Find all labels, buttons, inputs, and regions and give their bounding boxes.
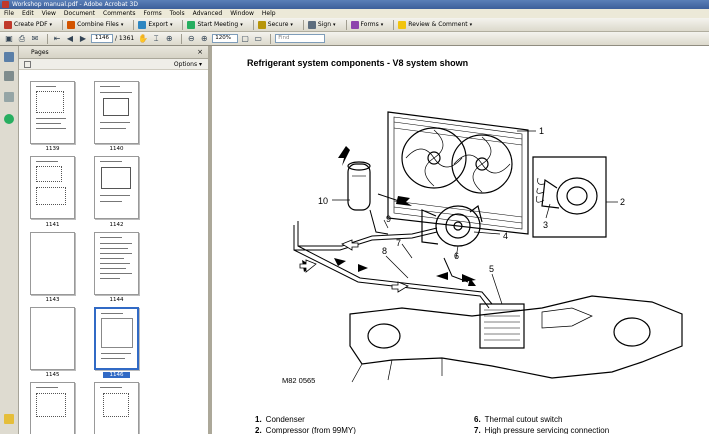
condenser-drawing xyxy=(388,112,528,234)
callout-numbers xyxy=(318,126,625,274)
thumb-line xyxy=(36,118,66,119)
comments-icon[interactable] xyxy=(4,414,14,424)
menu-view[interactable]: View xyxy=(41,10,56,17)
thumb-line xyxy=(100,128,126,129)
document-title: Refrigerant system components - V8 system shown xyxy=(247,58,469,68)
thumb-figure xyxy=(36,187,66,205)
callout-10: 10 xyxy=(318,196,329,206)
toolbar-divider xyxy=(346,20,347,30)
navigation-pane-strip xyxy=(0,46,19,434)
page-thumbnail[interactable] xyxy=(30,382,75,434)
thumb-figure xyxy=(101,318,133,348)
pages-panel-icon[interactable] xyxy=(4,52,14,62)
combine-files-icon xyxy=(67,21,75,29)
help-icon[interactable] xyxy=(4,114,14,124)
thumb-line xyxy=(101,358,125,359)
page-total: / 1361 xyxy=(115,35,135,42)
page-thumbnail[interactable] xyxy=(30,307,75,370)
menu-window[interactable]: Window xyxy=(230,10,254,17)
pages-panel xyxy=(19,46,208,434)
legend-text: Condenser xyxy=(265,415,305,424)
export-icon xyxy=(138,21,146,29)
thumb-figure xyxy=(103,98,129,116)
secure-label: Secure xyxy=(267,21,289,28)
menu-help[interactable]: Help xyxy=(261,10,276,17)
menu-document[interactable]: Document xyxy=(63,10,96,17)
sign-label: Sign xyxy=(317,21,332,28)
page-thumbnail-selected[interactable] xyxy=(94,307,139,370)
thumbnail-label: 1145 xyxy=(45,372,60,378)
thumb-line xyxy=(100,253,132,254)
pen-icon xyxy=(308,21,316,29)
email-icon[interactable]: ✉ xyxy=(31,34,39,43)
toolbar-divider xyxy=(303,20,304,30)
create-pdf-icon xyxy=(4,21,12,29)
menu-tools[interactable]: Tools xyxy=(169,10,185,17)
legend-item xyxy=(255,415,305,424)
menu-bar xyxy=(0,9,709,18)
page-thumbnail[interactable] xyxy=(94,81,139,144)
page-thumbnail[interactable] xyxy=(30,156,75,219)
thumbnail-label: 1143 xyxy=(45,297,60,303)
thumbnail-label: 1142 xyxy=(109,222,124,228)
callout-1: 1 xyxy=(539,126,545,136)
thumb-line xyxy=(100,86,120,87)
hand-tool-icon[interactable]: ✋ xyxy=(138,34,149,43)
legend-text: Compressor (from 99MY) xyxy=(265,426,356,434)
page-number-input[interactable]: 1146 xyxy=(91,34,113,43)
page-thumbnails xyxy=(19,70,208,434)
chevron-down-icon: ▾ xyxy=(333,21,336,28)
thumb-line xyxy=(36,161,58,162)
thumb-line xyxy=(101,313,123,314)
page-options-icon[interactable] xyxy=(24,61,31,68)
document-view xyxy=(212,46,709,434)
menu-edit[interactable]: Edit xyxy=(22,10,34,17)
thumb-line xyxy=(100,273,132,274)
page-thumbnail[interactable] xyxy=(30,81,75,144)
window-title: Workshop manual.pdf - Adobe Acrobat 3D xyxy=(12,1,138,8)
forms-button[interactable] xyxy=(351,19,384,31)
create-pdf-label: Create PDF xyxy=(14,21,48,28)
thumb-figure xyxy=(36,166,62,182)
thumb-line xyxy=(36,123,61,124)
thumbnail-label: 1141 xyxy=(45,222,60,228)
lock-icon xyxy=(258,21,266,29)
zoom-level-select[interactable]: 120% xyxy=(212,34,238,43)
page-thumbnail[interactable] xyxy=(94,156,139,219)
legend-item xyxy=(474,415,562,424)
signatures-icon[interactable] xyxy=(4,92,14,102)
callout-8: 8 xyxy=(382,246,388,256)
refrigerant-pipes xyxy=(294,194,495,308)
legend-text: Thermal cutout switch xyxy=(484,415,563,424)
thumbnail-label-selected: 1146 xyxy=(103,372,130,378)
chevron-down-icon: ▾ xyxy=(240,21,243,28)
start-meeting-label: Start Meeting xyxy=(197,21,239,28)
callout-9: 9 xyxy=(386,214,392,224)
thumb-line xyxy=(100,387,122,388)
close-icon[interactable]: × xyxy=(197,48,203,56)
thumb-line xyxy=(100,92,132,93)
chevron-down-icon: ▾ xyxy=(49,21,53,28)
start-meeting-button[interactable] xyxy=(187,19,242,31)
toolbar-divider xyxy=(393,20,394,30)
fit-page-icon[interactable]: ▢ xyxy=(241,34,249,43)
thumb-line xyxy=(100,122,130,123)
compressor-drawing xyxy=(422,206,482,246)
thumb-line xyxy=(100,195,130,196)
chevron-down-icon: ▾ xyxy=(380,21,384,28)
options-menu[interactable]: Options ▾ xyxy=(173,61,202,68)
callout-2: 2 xyxy=(620,197,626,207)
evaporator-bulkhead-drawing xyxy=(350,296,682,382)
thumb-figure xyxy=(101,167,131,189)
combine-files-label: Combine Files xyxy=(77,21,119,28)
callout-4: 4 xyxy=(503,231,509,241)
toolbar-divider xyxy=(47,34,48,44)
sign-button[interactable] xyxy=(308,19,336,31)
callout-7: 7 xyxy=(396,238,402,248)
save-icon[interactable]: ▣ xyxy=(5,34,13,43)
pages-panel-title: Pages xyxy=(31,49,49,56)
zoom-tool-icon[interactable]: ⊕ xyxy=(165,34,173,43)
receiver-drier-drawing xyxy=(348,162,370,210)
menu-comments[interactable]: Comments xyxy=(103,10,136,17)
thumb-line xyxy=(36,128,66,129)
toolbar-divider xyxy=(133,20,134,30)
fit-width-icon[interactable]: ▭ xyxy=(254,34,262,43)
pages-panel-header xyxy=(19,46,208,59)
previous-page-icon[interactable]: ◀ xyxy=(66,34,74,43)
thumb-figure xyxy=(103,393,129,417)
window-titlebar xyxy=(0,0,709,9)
thumb-line xyxy=(100,237,122,238)
menu-forms[interactable]: Forms xyxy=(143,10,162,17)
legend-text: High pressure servicing connection xyxy=(484,426,610,434)
thumb-line xyxy=(36,387,58,388)
thumbnail-label: 1139 xyxy=(45,146,60,152)
chevron-down-icon: ▾ xyxy=(120,21,124,28)
outline-arrows xyxy=(300,240,408,292)
create-pdf-button[interactable] xyxy=(4,19,52,31)
toolbar-divider xyxy=(182,20,183,30)
menu-advanced[interactable]: Advanced xyxy=(192,10,223,17)
page-thumbnail[interactable] xyxy=(30,232,75,295)
review-comment-button[interactable] xyxy=(398,19,472,31)
thumb-line xyxy=(101,353,131,354)
thumb-figure xyxy=(36,91,64,113)
legend-number: 1. xyxy=(255,415,262,424)
callout-5: 5 xyxy=(489,264,495,274)
toolbar-divider xyxy=(181,34,182,44)
menu-file[interactable]: File xyxy=(4,10,15,17)
next-page-icon[interactable]: ▶ xyxy=(79,34,87,43)
zoom-out-icon[interactable]: ⊖ xyxy=(187,34,195,43)
comment-icon xyxy=(398,21,406,29)
figure-code: M82 0565 xyxy=(282,376,316,385)
callout-3: 3 xyxy=(543,220,549,230)
thumb-line xyxy=(100,268,126,269)
legend-item xyxy=(474,426,609,434)
forms-label: Forms xyxy=(360,21,379,28)
thumb-line xyxy=(100,263,130,264)
thumb-line xyxy=(100,161,122,162)
thumb-line xyxy=(100,201,122,202)
meeting-icon xyxy=(187,21,195,29)
legend-number: 6. xyxy=(474,415,481,424)
review-comment-label: Review & Comment xyxy=(408,21,468,28)
chevron-down-icon: ▾ xyxy=(169,21,173,28)
find-input[interactable]: Find xyxy=(275,34,325,43)
chevron-down-icon: ▾ xyxy=(290,21,293,28)
thumb-figure xyxy=(36,393,66,417)
print-icon[interactable]: ⎙ xyxy=(18,33,26,43)
export-label: Export xyxy=(148,21,168,28)
thumb-line xyxy=(100,278,120,279)
navigation-toolbar xyxy=(0,32,709,46)
tasks-toolbar xyxy=(0,18,709,32)
page-thumbnail[interactable] xyxy=(94,382,139,434)
chevron-down-icon: ▾ xyxy=(469,21,473,28)
secure-button[interactable] xyxy=(258,19,293,31)
thumbnail-label: 1140 xyxy=(109,146,124,152)
bookmarks-icon[interactable] xyxy=(4,71,14,81)
toolbar-divider xyxy=(270,34,271,44)
page-thumbnail[interactable] xyxy=(94,232,139,295)
thumbnail-label: 1144 xyxy=(109,297,124,303)
first-page-icon[interactable]: ⇤ xyxy=(53,34,61,43)
export-button[interactable] xyxy=(138,19,172,31)
select-tool-icon[interactable]: ⌶ xyxy=(153,33,159,43)
legend-item xyxy=(255,426,356,434)
pages-panel-toolbar xyxy=(19,59,208,70)
options-label: Options xyxy=(173,61,198,68)
thumb-line xyxy=(36,86,56,87)
thumb-line xyxy=(100,248,128,249)
thumb-line xyxy=(100,243,132,244)
callout-6: 6 xyxy=(454,251,460,261)
combine-files-button[interactable] xyxy=(67,19,123,31)
thumb-line xyxy=(100,258,124,259)
forms-icon xyxy=(351,21,359,29)
legend-number: 7. xyxy=(474,426,481,434)
zoom-in-icon[interactable]: ⊕ xyxy=(200,34,208,43)
legend-number: 2. xyxy=(255,426,262,434)
toolbar-divider xyxy=(253,20,254,30)
acrobat-icon xyxy=(2,1,9,8)
toolbar-divider xyxy=(62,20,63,30)
